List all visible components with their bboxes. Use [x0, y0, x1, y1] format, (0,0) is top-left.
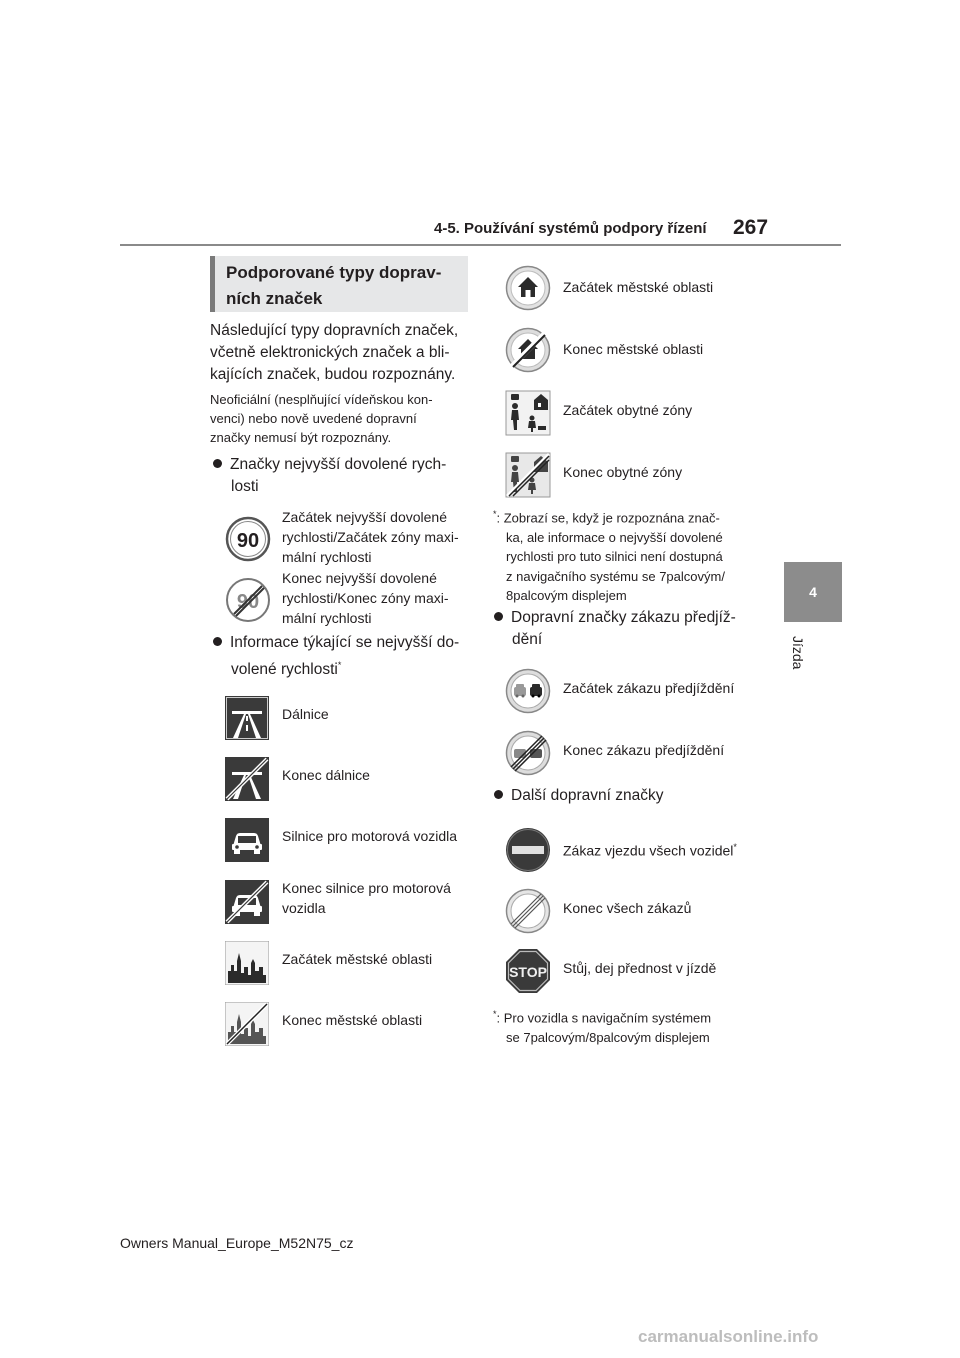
bullet-speed-limit-signs: [213, 454, 475, 498]
overtaking-sign-label: Začátek zákazu předjíždění: [563, 680, 735, 696]
motor-road-icon: [225, 818, 269, 862]
chapter-tab: 4: [784, 562, 842, 622]
other-sign-label: Konec všech zákazů: [563, 900, 692, 916]
speed-sign-label: [282, 568, 472, 628]
note-line: venci) nebo nově uvedené dopravní: [210, 411, 417, 426]
city-end-icon: [225, 1002, 269, 1046]
label-line: vozidla: [282, 900, 326, 916]
footnote-marker: *: [337, 660, 342, 670]
end-motorway-icon: [225, 757, 269, 801]
bullet-text: dění: [512, 631, 543, 648]
footnote-line: : Zobrazí se, když je rozpoznána znač-: [496, 510, 720, 526]
svg-text:90: 90: [236, 530, 260, 552]
info-sign-label: Konec městské oblasti: [282, 1012, 423, 1028]
intro-paragraph: [210, 320, 472, 386]
watermark: carmanualsonline.info: [638, 1327, 819, 1346]
bullet-other-signs: [494, 785, 764, 807]
label-line: rychlosti/Začátek zóny maxi-: [282, 529, 459, 545]
urban-area-end-icon: [505, 327, 551, 373]
end-speed-limit-90-icon: [225, 577, 271, 623]
footnote-2: [493, 1005, 763, 1047]
svg-text:STOP: STOP: [509, 964, 547, 980]
no-entry-icon: [505, 827, 551, 873]
svg-text:90: 90: [236, 591, 260, 613]
speed-limit-90-icon: [225, 516, 271, 562]
footnote-1: [493, 505, 763, 606]
intro-line: Následující typy dopravních značek,: [210, 322, 459, 339]
info-sign-label: [282, 878, 472, 918]
end-motor-road-icon: [225, 880, 269, 924]
bullet-icon: [494, 790, 503, 799]
label-line: mální rychlosti: [282, 549, 372, 565]
footnote-line: ka, ale informace o nejvyšší dovolené: [506, 529, 723, 545]
label-line: Začátek nejvyšší dovolené: [282, 509, 447, 525]
label-line: mální rychlosti: [282, 610, 372, 626]
info-sign-label: Dálnice: [282, 706, 329, 722]
no-overtaking-icon: [505, 668, 551, 714]
bullet-text: Dopravní značky zákazu předjíž-: [511, 609, 736, 626]
label-line: Zákaz vjezdu všech vozidel: [563, 842, 734, 859]
urban-sign-label: Konec městské oblasti: [563, 341, 704, 357]
note-line: značky nemusí být rozpoznány.: [210, 430, 392, 445]
living-zone-start-icon: [505, 390, 551, 436]
footnote-line: z navigačního systému se 7palcovým/: [506, 568, 725, 584]
city-start-icon: [225, 941, 269, 985]
bullet-text: Další dopravní značky: [511, 787, 664, 804]
note-line: Neoficiální (nesplňující vídeňskou kon-: [210, 392, 433, 407]
bullet-icon: [494, 612, 503, 621]
footer-text: Owners Manual_Europe_M52N75_cz: [120, 1235, 354, 1251]
stop-sign-icon: [505, 948, 551, 994]
living-zone-label: Začátek obytné zóny: [563, 402, 693, 418]
bullet-icon: [213, 637, 222, 646]
bullet-text: Značky nejvyšší dovolené rych-: [230, 456, 447, 473]
chapter-label: [786, 636, 806, 696]
speed-sign-label: [282, 507, 472, 567]
urban-sign-label: Začátek městské oblasti: [563, 279, 714, 295]
end-all-restrictions-icon: [505, 888, 551, 934]
footnote-line: se 7palcovým/8palcovým displejem: [506, 1029, 710, 1045]
label-line: Konec silnice pro motorová: [282, 880, 451, 896]
note-paragraph: [210, 390, 472, 447]
footnote-marker: *: [493, 1009, 497, 1019]
footnote-marker: *: [493, 509, 497, 519]
info-sign-label: Konec dálnice: [282, 767, 370, 783]
footnote-marker: *: [733, 842, 737, 852]
label-line: rychlosti/Konec zóny maxi-: [282, 590, 449, 606]
header-rule: [120, 244, 841, 246]
overtaking-sign-label: Konec zákazu předjíždění: [563, 742, 725, 758]
intro-line: kajících značek, budou rozpoznány.: [210, 366, 456, 383]
section-heading-line1: Podporované typy doprav-: [226, 263, 442, 282]
page-number: 267: [733, 216, 769, 239]
urban-area-start-icon: [505, 265, 551, 311]
section-heading: [210, 256, 468, 312]
living-zone-end-icon: [505, 452, 551, 498]
other-sign-label: [563, 837, 737, 861]
other-sign-label: Stůj, dej přednost v jízdě: [563, 960, 717, 976]
footnote-line: 8palcovým displejem: [506, 588, 627, 604]
label-line: Konec nejvyšší dovolené: [282, 570, 437, 586]
bullet-overtaking-signs: [494, 607, 764, 651]
bullet-text: losti: [231, 478, 259, 495]
bullet-text: Informace týkající se nejvyšší do-: [230, 634, 460, 651]
motorway-icon: [225, 696, 269, 740]
intro-line: včetně elektronických značek a bli-: [210, 344, 450, 361]
section-heading-line2: ních značek: [226, 289, 323, 308]
bullet-speed-info: [213, 632, 475, 681]
bullet-text: volené rychlosti: [231, 661, 338, 679]
running-header: 4-5. Používání systémů podpory řízení: [434, 220, 707, 237]
end-no-overtaking-icon: [505, 730, 551, 776]
chapter-label-text: Jízda: [790, 636, 806, 670]
living-zone-label: Konec obytné zóny: [563, 464, 683, 480]
info-sign-label: Začátek městské oblasti: [282, 951, 433, 967]
footnote-line: rychlosti pro tuto silnici není dostupná: [506, 549, 723, 565]
bullet-icon: [213, 459, 222, 468]
footnote-line: : Pro vozidla s navigačním systémem: [496, 1010, 712, 1026]
info-sign-label: Silnice pro motorová vozidla: [282, 828, 458, 844]
